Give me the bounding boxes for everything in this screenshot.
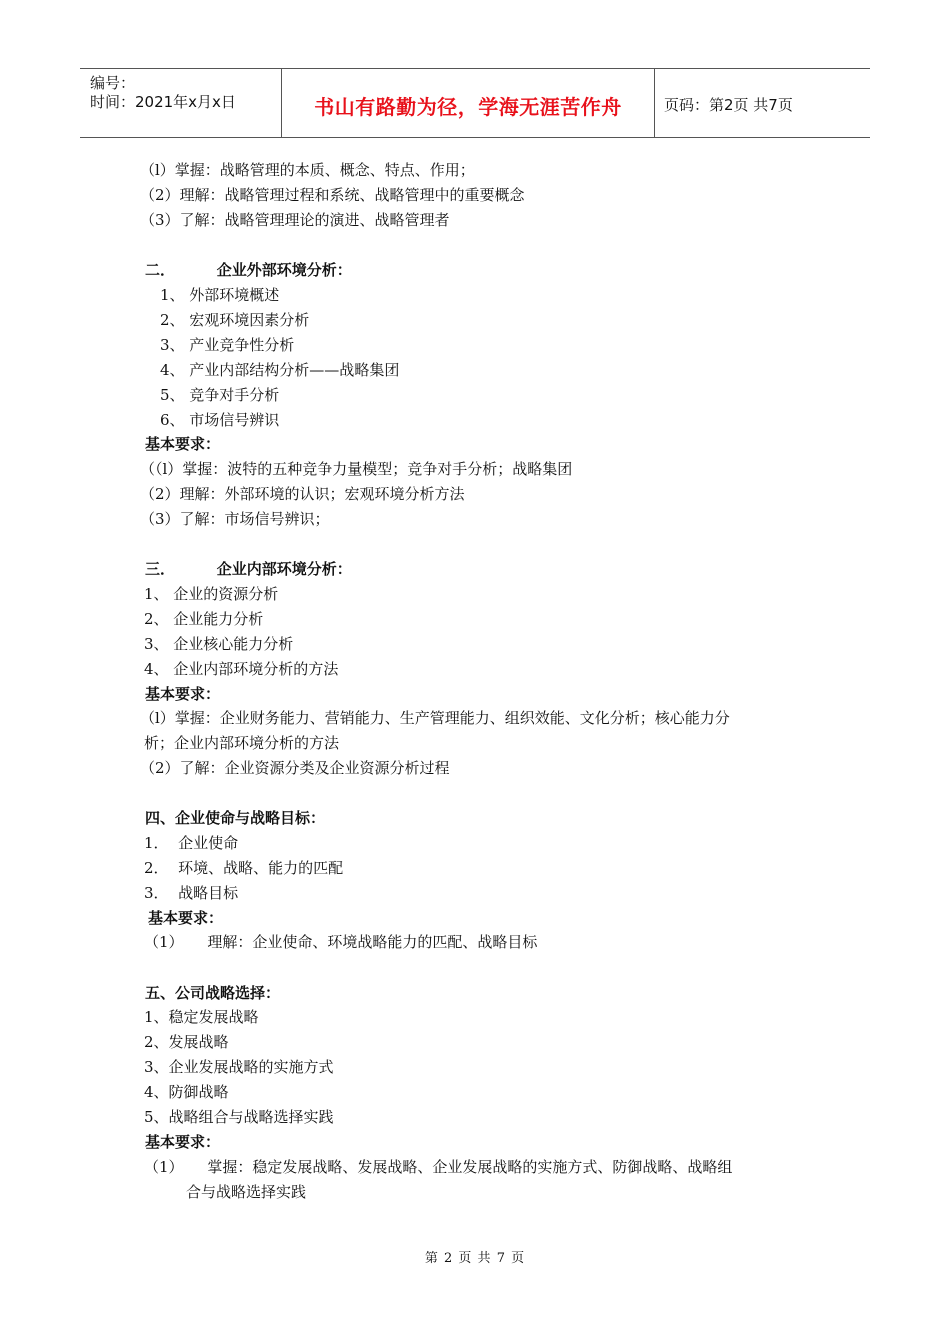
requirements-heading: 基本要求： (145, 435, 221, 453)
header-page-info: 页码：第2页 共7页 (664, 96, 793, 114)
body-line: 合与战略选择实践 (186, 1183, 307, 1201)
list-item: 1、 外部环境概述 (160, 286, 280, 304)
list-item: 2、 宏观环境因素分析 (160, 311, 310, 329)
list-item: 4、防御战略 (144, 1083, 229, 1101)
list-item: 1． 企业使命 (144, 834, 239, 852)
list-item: 2、发展战略 (144, 1033, 229, 1051)
section-heading: 三． 企业内部环境分析： (145, 560, 352, 578)
list-item: 3． 战略目标 (144, 884, 239, 902)
section-heading: 五、公司战略选择： (145, 984, 281, 1002)
body-line: （3）了解：战略管理理论的演进、战略管理者 (140, 211, 450, 229)
list-item: 1、稳定发展战略 (144, 1008, 259, 1026)
list-item: 5、战略组合与战略选择实践 (144, 1108, 334, 1126)
list-item: 4、 产业内部结构分析——战略集团 (160, 361, 400, 379)
list-item: 5、 竞争对手分析 (160, 386, 280, 404)
list-item: 2． 环境、战略、能力的匹配 (144, 859, 344, 877)
requirements-heading: 基本要求： (148, 909, 224, 927)
list-item: 6、 市场信号辨识 (160, 411, 280, 429)
list-item: 4、 企业内部环境分析的方法 (144, 660, 339, 678)
body-line: （1） 掌握：稳定发展战略、发展战略、企业发展战略的实施方式、防御战略、战略组 (144, 1158, 733, 1176)
document-number-label: 编号： (90, 74, 136, 92)
body-line: （l）掌握：战略管理的本质、概念、特点、作用； (140, 161, 475, 179)
body-line: 析；企业内部环境分析的方法 (144, 734, 340, 752)
requirements-heading: 基本要求： (145, 1133, 221, 1151)
requirements-heading: 基本要求： (145, 685, 221, 703)
page-footer: 第 2 页 共 7 页 (424, 1251, 526, 1266)
document-time-label: 时间：2021年x月x日 (90, 93, 236, 111)
list-item: 2、 企业能力分析 (144, 610, 264, 628)
list-item: 3、企业发展战略的实施方式 (144, 1058, 334, 1076)
body-line: （3）了解：市场信号辨识； (140, 510, 330, 528)
body-line: （（l）掌握：波特的五种竞争力量模型；竞争对手分析；战略集团 (140, 460, 573, 478)
body-line: （2）了解：企业资源分类及企业资源分析过程 (140, 759, 450, 777)
list-item: 3、 企业核心能力分析 (144, 635, 294, 653)
section-heading: 二． 企业外部环境分析： (145, 261, 352, 279)
header-motto: 书山有路勤为径，学海无涯苦作舟 (314, 95, 622, 119)
body-line: （2）理解：外部环境的认识；宏观环境分析方法 (140, 485, 465, 503)
body-line: （1） 理解：企业使命、环境战略能力的匹配、战略目标 (144, 933, 538, 951)
body-line: （2）理解：战略管理过程和系统、战略管理中的重要概念 (140, 186, 525, 204)
list-item: 1、 企业的资源分析 (144, 585, 279, 603)
section-heading: 四、企业使命与战略目标： (145, 809, 326, 827)
list-item: 3、 产业竞争性分析 (160, 336, 295, 354)
body-line: （l）掌握：企业财务能力、营销能力、生产管理能力、组织效能、文化分析；核心能力分 (140, 709, 730, 727)
